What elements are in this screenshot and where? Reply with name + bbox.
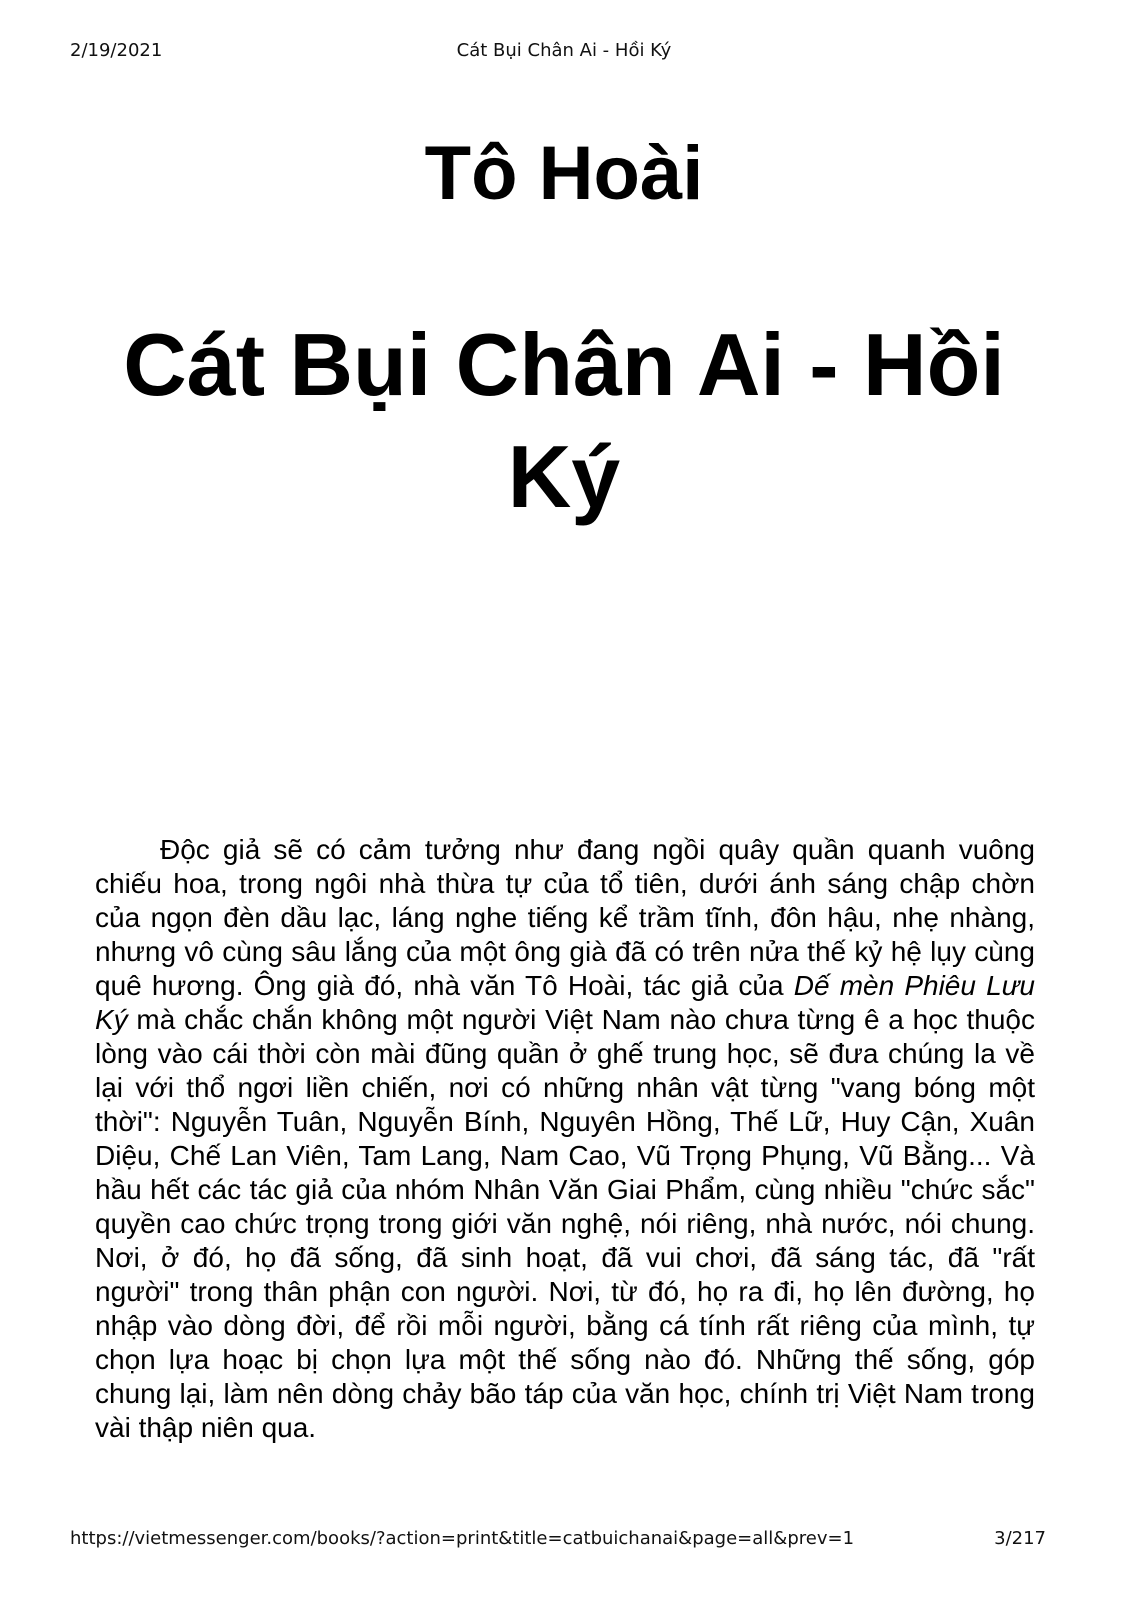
author-name: Tô Hoài [424, 130, 704, 216]
intro-paragraph [95, 833, 1035, 1445]
page-number: 3/217 [994, 1528, 1046, 1549]
intro-text-part-1: Độc giả sẽ có cảm tưởng như đang ngồi quây quần quanh vuông chiếu hoa, trong ngôi nhà thừa tự của tổ tiên, dưới ánh sáng chập chờn của ngọn đèn dầu lạc, láng nghe tiếng kể trầm tĩnh, đôn hậu, nhẹ nhàng, nhưng vô cùng sâu lắng của một ông già đã có trên nửa thế kỷ hệ lụy cùng quê hương. Ông già đó, nhà văn Tô Hoài, tác giả của [95, 834, 1035, 1001]
print-url: https://vietmessenger.com/books/?action=print&title=catbuichanai&page=all&prev=1 [70, 1528, 855, 1549]
print-page-title: Cát Bụi Chân Ai - Hồi Ký [456, 40, 672, 61]
print-date: 2/19/2021 [70, 40, 163, 61]
intro-text-part-2: mà chắc chắn không một người Việt Nam nào chưa từng ê a học thuộc lòng vào cái thời còn mài đũng quần ở ghế trung học, sẽ đưa chúng la về lại với thổ ngơi liền chiến, nơi có những nhân vật từng "vang bóng một thời": Nguyễn Tuân, Nguyễn Bính, Nguyên Hồng, Thế Lữ, Huy Cận, Xuân Diệu, Chế Lan Viên, Tam Lang, Nam Cao, Vũ Trọng Phụng, Vũ Bằng... Và hầu hết các tác giả của nhóm Nhân Văn Giai Phẩm, cùng nhiều "chức sắc" quyền cao chức trọng trong giới văn nghệ, nói riêng, nhà nước, nói chung. Nơi, ở đó, họ đã sống, đã sinh hoạt, đã vui chơi, đã sáng tác, đã "rất người" trong thân phận con người. Nơi, từ đó, họ ra đi, họ lên đường, họ nhập vào dòng đời, để rồi mỗi người, bằng cá tính rất riêng của mình, tự chọn lựa hoạc bị chọn lựa một thế sống nào đó. Những thế sống, góp chung lại, làm nên dòng chảy bão táp của văn học, chính trị Việt Nam trong vài thập niên qua. [95, 1004, 1035, 1443]
print-header [70, 40, 1058, 70]
book-title: Cát Bụi Chân Ai - Hồi Ký [123, 315, 1005, 527]
intro-italic-book-title: Dế mèn Phiêu Lưu Ký [95, 970, 1036, 1035]
print-footer [70, 1528, 1058, 1558]
